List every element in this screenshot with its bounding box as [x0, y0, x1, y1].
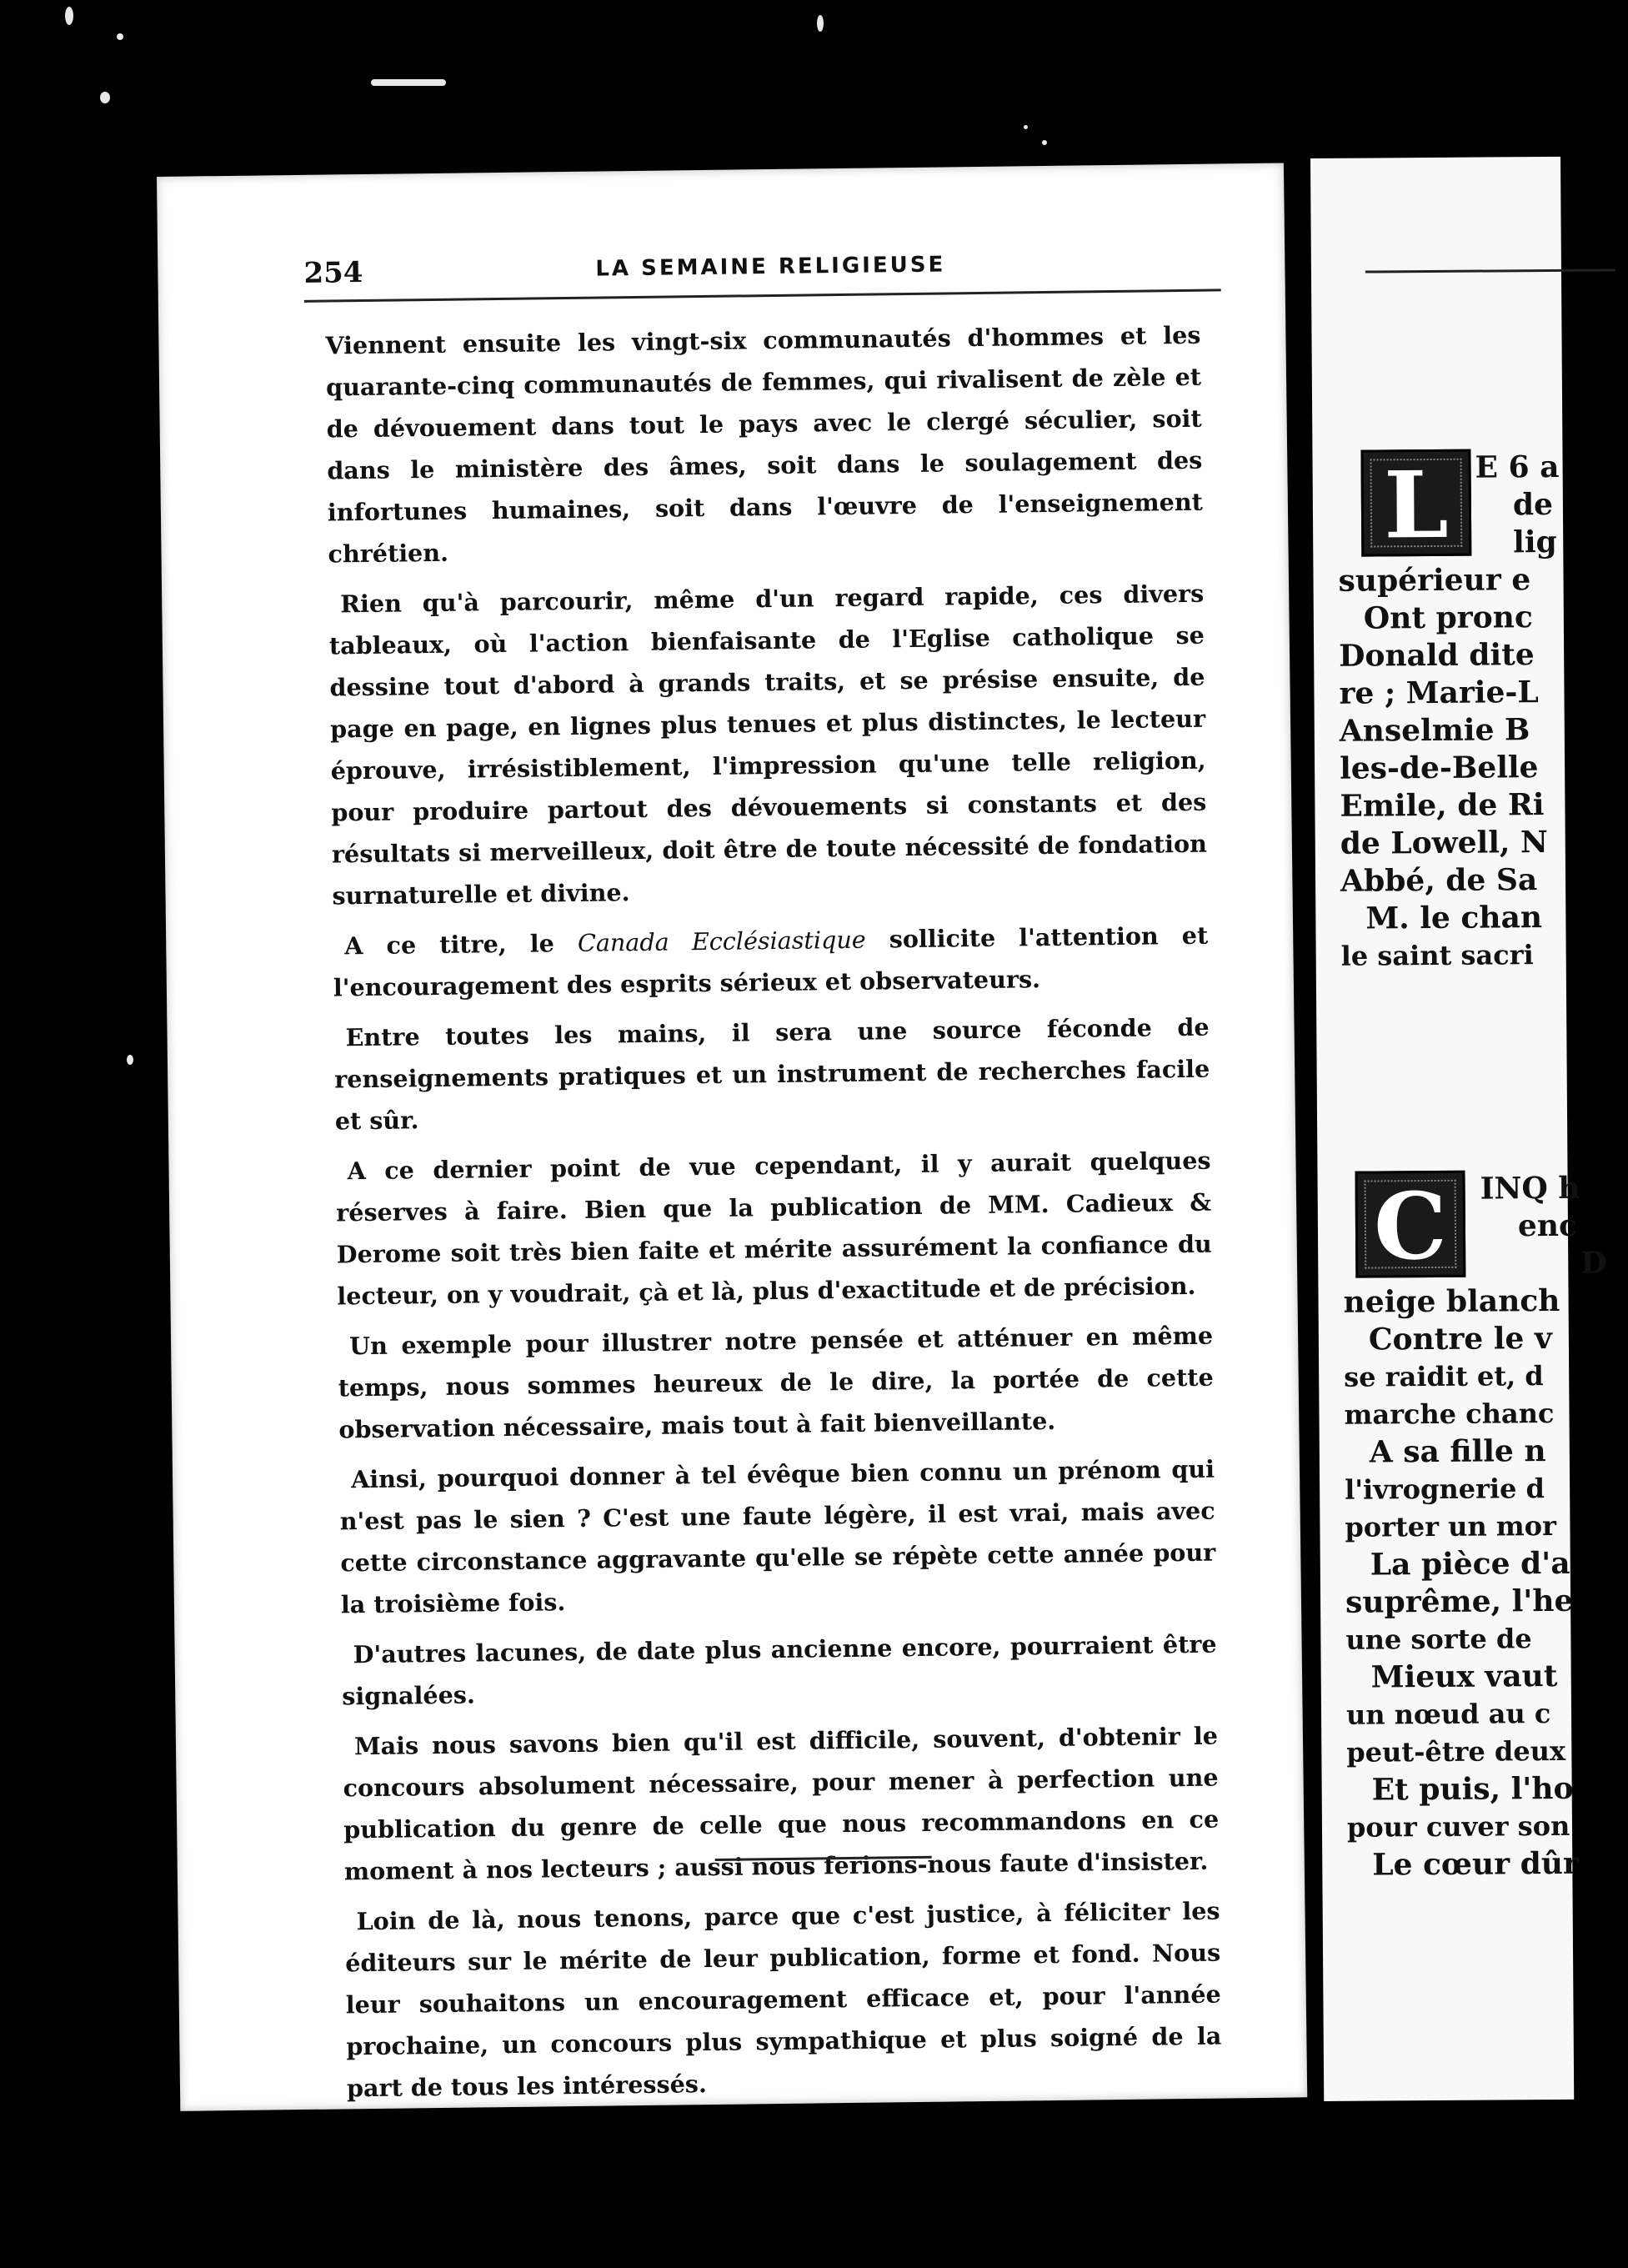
facing-line: l'ivrognerie d: [1345, 1473, 1545, 1506]
facing-line: les-de-Belle: [1339, 750, 1539, 786]
facing-line: de Lowell, N: [1340, 825, 1549, 861]
facing-line: Ont pronc: [1363, 600, 1533, 636]
paragraph-text: sollicite l'attention et l'encouragement des esprits sérieux et observateurs.: [333, 921, 1209, 1002]
film-speck: [65, 7, 73, 25]
paragraph: Viennent ensuite les vingt-six communautés d'hommes et les quarante-cinq communautés de femmes, qui rivalisent de zèle et de dévouement dans tout le pays avec le clergé séculier, soit dans le ministère des âmes, soit dans le soulagement des infortunes humaines, soit dans l'œuvre de l'enseignement chrétien.: [325, 320, 1204, 569]
header-rule: [304, 289, 1221, 302]
film-speck: [127, 1055, 133, 1065]
facing-line: A sa fille n: [1369, 1433, 1546, 1470]
facing-block-2-top: [1480, 1170, 1606, 1283]
facing-line: re ; Marie-L: [1339, 675, 1539, 711]
facing-line: INQ h: [1480, 1170, 1580, 1207]
facing-line: peut-être deux: [1346, 1734, 1566, 1769]
main-page: [157, 163, 1307, 2110]
paragraph-text: A ce titre, le: [344, 928, 579, 961]
facing-line: Anselmie B: [1339, 712, 1530, 749]
facing-line: porter un mor: [1345, 1509, 1557, 1543]
facing-line: Et puis, l'ho: [1371, 1770, 1574, 1808]
paragraph-canada: [333, 915, 1209, 1009]
facing-line: neige blanch: [1343, 1282, 1560, 1320]
facing-line: supérieur e: [1338, 562, 1531, 599]
facing-line: Emile, de Ri: [1340, 787, 1545, 824]
film-speck: [371, 79, 446, 86]
facing-line: Mieux vaut: [1370, 1658, 1558, 1695]
facing-header-rule: [1365, 268, 1615, 273]
facing-line: le saint sacri: [1340, 939, 1534, 972]
facing-line: de: [1512, 486, 1554, 523]
journal-title: LA SEMAINE RELIGIEUSE: [595, 252, 946, 282]
film-speck: [117, 33, 123, 40]
facing-line: Le cœur dûr: [1372, 1845, 1580, 1883]
facing-block-1-rest: [1338, 561, 1549, 976]
article-body: [325, 314, 1222, 2118]
film-speck: [817, 15, 824, 32]
facing-line: se raidit et, d: [1344, 1360, 1544, 1393]
paragraph: A ce dernier point de vue cependant, il y aurait quelques réserves à faire. Bien que la publication de MM. Cadieux & Derome soit très bien faite et mérite assurément la confiance du lecteur, on y voudrait, çà et là, plus d'exactitude et de précision.: [335, 1146, 1212, 1311]
page-number: 254: [303, 255, 363, 290]
facing-line: Abbé, de Sa: [1340, 862, 1538, 899]
paragraph: Entre toutes les mains, il sera une source féconde de renseignements pratiques et un instrument de recherches facile et sûr.: [334, 1012, 1210, 1136]
facing-line: pour cuver son: [1346, 1809, 1570, 1844]
film-speck: [100, 92, 110, 103]
facing-line: La pièce d'a: [1370, 1545, 1570, 1583]
facing-line: Contre le v: [1368, 1321, 1552, 1357]
film-speck: [1042, 140, 1047, 145]
facing-line: une sorte de: [1345, 1623, 1532, 1656]
paragraph: Loin de là, nous tenons, parce que c'est justice, à féliciter les éditeurs sur le mérite de leur publication, forme et fond. Nous leur souhaitons un encouragement efficace et, pour l'année prochaine, un concours plus sympathique et plus soigné de la part de tous les intéressés.: [344, 1896, 1222, 2103]
running-head: [303, 245, 1220, 289]
facing-line: Donald dite: [1339, 637, 1535, 674]
facing-line: M. le chan: [1365, 900, 1543, 936]
drop-cap-l: L: [1360, 449, 1471, 557]
paragraph: Un exemple pour illustrer notre pensée et atténuer en même temps, nous sommes heureux de le dire, la portée de cette observation nécessaire, mais tout à fait bienveillante.: [338, 1321, 1214, 1444]
facing-block-2-rest: [1343, 1282, 1579, 1884]
facing-line: enc: [1517, 1207, 1578, 1244]
facing-line: un nœud au c: [1345, 1698, 1551, 1731]
facing-page: [1310, 157, 1607, 2101]
paragraph: Ainsi, pourquoi donner à tel évêque bien connu un prénom qui n'est pas le sien ? C'est une faute légère, il est vrai, mais avec cette circonstance aggravante qu'elle se répète cette année pour la troisième fois.: [339, 1454, 1216, 1619]
paragraph: D'autres lacunes, de date plus ancienne encore, pourraient être signalées.: [342, 1629, 1217, 1711]
paragraph: Rien qu'à parcourir, même d'un regard rapide, ces divers tableaux, où l'action bienfaisante de l'Eglise catholique se dessine tout d'abord à grands traits, et se présise ensuite, de page en page, en lignes plus tenues et plus distinctes, le lecteur éprouve, irrésistiblement, l'impression qu'une telle religion, pour produire partout des dévouements si constants et des résultats si merveilleux, doit être de toute nécessité de fondation surnaturelle et divine.: [328, 579, 1208, 911]
facing-line: suprême, l'he: [1345, 1583, 1574, 1620]
facing-line: marche chanc: [1344, 1397, 1555, 1431]
facing-block-1-top: [1475, 449, 1560, 562]
paragraph: Mais nous savons bien qu'il est difficile, souvent, d'obtenir le concours absolument nécessaire, pour mener à perfection une publication du genre de celle que nous recommandons en ce moment à nos lecteurs ; aussi nous ferions-nous faute d'insister.: [343, 1721, 1220, 1886]
publication-title: Canada Ecclésiastique: [577, 925, 866, 957]
film-speck: [1024, 125, 1028, 129]
facing-line: D: [1580, 1245, 1607, 1281]
drop-cap-c: C: [1355, 1171, 1465, 1278]
facing-line: lig: [1513, 524, 1557, 560]
facing-line: E 6 a: [1475, 449, 1560, 485]
